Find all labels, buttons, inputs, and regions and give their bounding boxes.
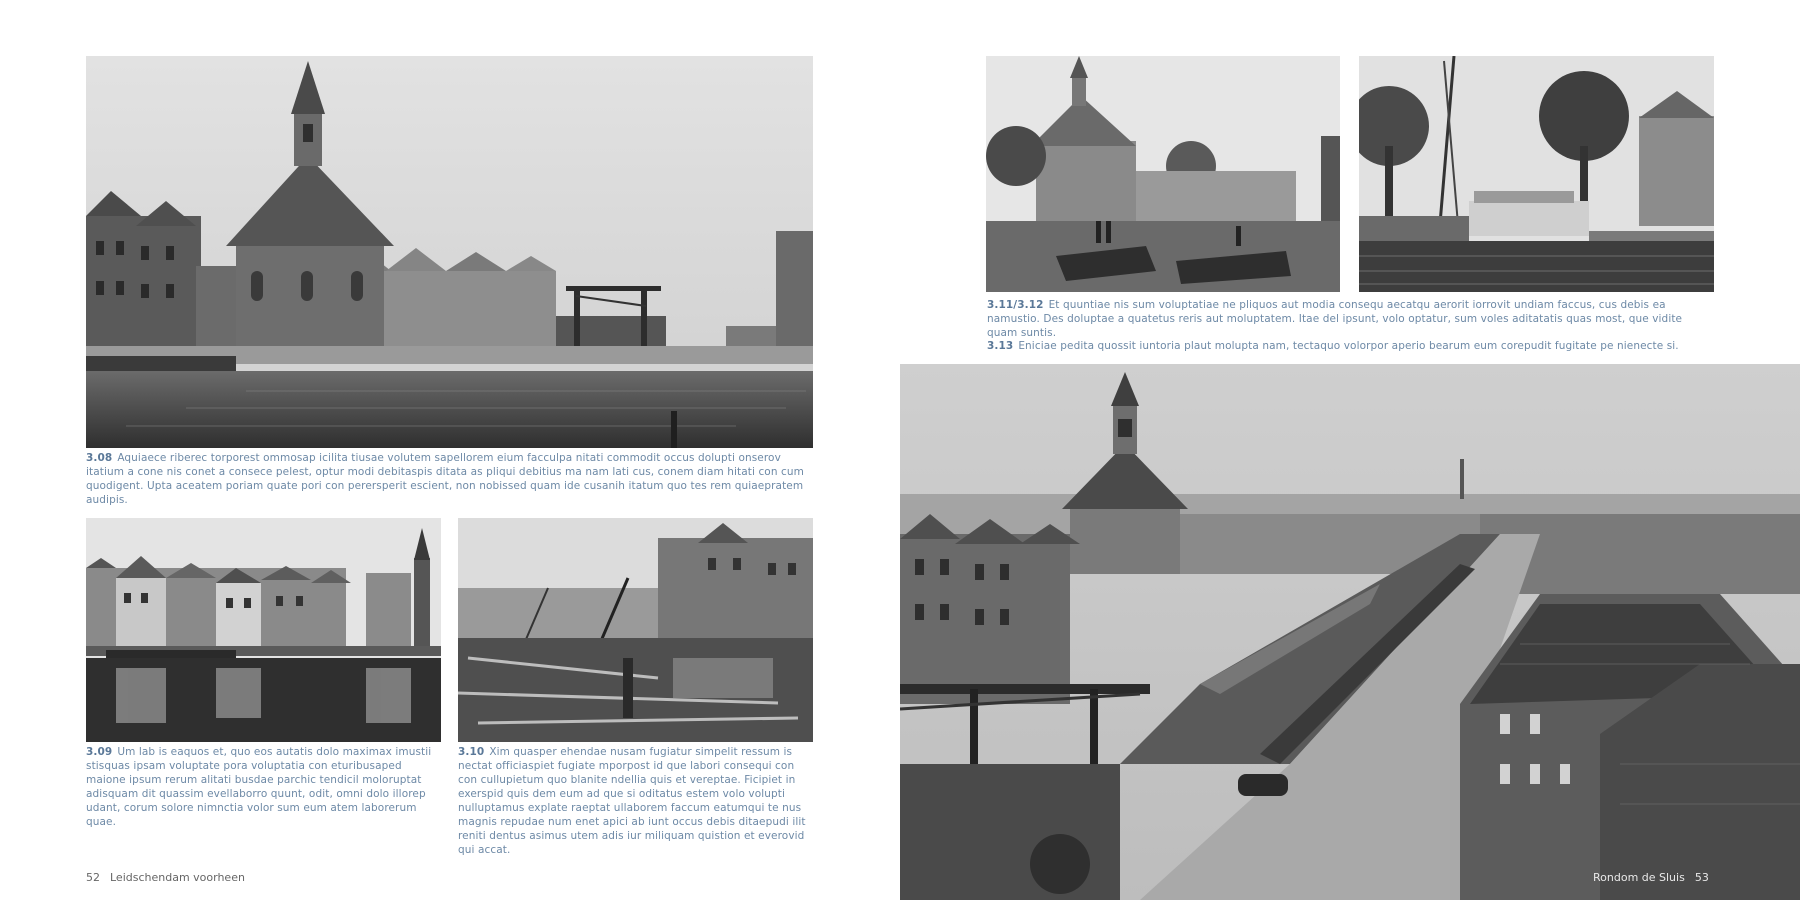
- caption-number: 3.13: [987, 340, 1014, 352]
- caption-3-11-3-12: [987, 298, 1714, 340]
- photo-3-13-aerial-canal-view: [900, 364, 1800, 900]
- caption-number: 3.11/3.12: [987, 299, 1044, 311]
- right-page: [900, 0, 1800, 900]
- photo-3-12-harbour-steamboat: [1359, 56, 1714, 292]
- photo-3-08-church-drawbridge: [86, 56, 813, 448]
- photo-3-09-waterfront-houses: [86, 518, 441, 742]
- caption-number: 3.09: [86, 746, 113, 758]
- page-number: 52: [86, 871, 100, 884]
- running-title: Leidschendam voorheen: [110, 871, 245, 884]
- photo-3-10-construction-site: [458, 518, 813, 742]
- caption-3-13: [987, 339, 1714, 353]
- running-title: Rondom de Sluis: [1593, 871, 1685, 884]
- caption-3-09: [86, 745, 441, 829]
- caption-number: 3.08: [86, 452, 113, 464]
- photo-3-11-church-boats: [986, 56, 1340, 292]
- page-number: 53: [1694, 871, 1709, 884]
- caption-text: Eniciae pedita quossit iuntoria plaut molupta nam, tectaquo volorpor aperio bearum eum corepudit fugitate pe nienecte si.: [1018, 340, 1679, 352]
- caption-3-10: [458, 745, 813, 857]
- caption-3-08: [86, 451, 813, 507]
- right-folio: [1593, 871, 1709, 884]
- caption-text: Xim quasper ehendae nusam fugiatur simpelit ressum is nectat officiaspiet fugiate mporpost id que labori consequi con con cullupietum quo blanite ndellia quis et vereptae. Ficipiet in exerspid quis dem eum ad que si oditatus estem volo volupti nulluptamus explate raeptat ullaborem faccum eatumqui te nus magnis repudae num enet apici ab iunt occus debis ditaepudi ilit reniti dentus asimus utem adis iur miliquam quistion et everovid qui accat.: [458, 746, 806, 856]
- caption-number: 3.10: [458, 746, 485, 758]
- caption-text: Et quuntiae nis sum voluptatiae ne pliquos aut modia consequ aecatqu aerorit iorrovit undiam faccus, cus debis ea namustio. Des doluptae a quatetus reris aut moluptatem. Itae del ipsunt, volo optatur, sum voles aditatatis quas most, que vidite quam suntis.: [987, 299, 1683, 339]
- left-folio: [86, 871, 245, 884]
- caption-text: Um lab is eaquos et, quo eos autatis dolo maximax imustii stisquas ipsam voluptate pora voluptatia con eturibusaped maione ipsum rerum alitati busdae parchic tendicil moloruptat adisquam dit quassim evellaborro quunt, odit, omni dolo illorep udant, corum solore nimnctia volor sum eum atem laborerum quae.: [86, 746, 432, 828]
- caption-text: Aquiaece riberec torporest ommosap icilita tiusae volutem sapellorem eium facculpa nitati commodit occus dolupti onserov itatium a cone nis conet a consece pelest, optur modi debitaspis ditata as pliqui debitius ma nam lati cus, conem diam hitati con cum quodigent. Upta aceatem poriam quate pori con perersperit escient, non nobissed quam ide cusanih itatum quo tes rem quiaepratem audipis.: [86, 452, 804, 506]
